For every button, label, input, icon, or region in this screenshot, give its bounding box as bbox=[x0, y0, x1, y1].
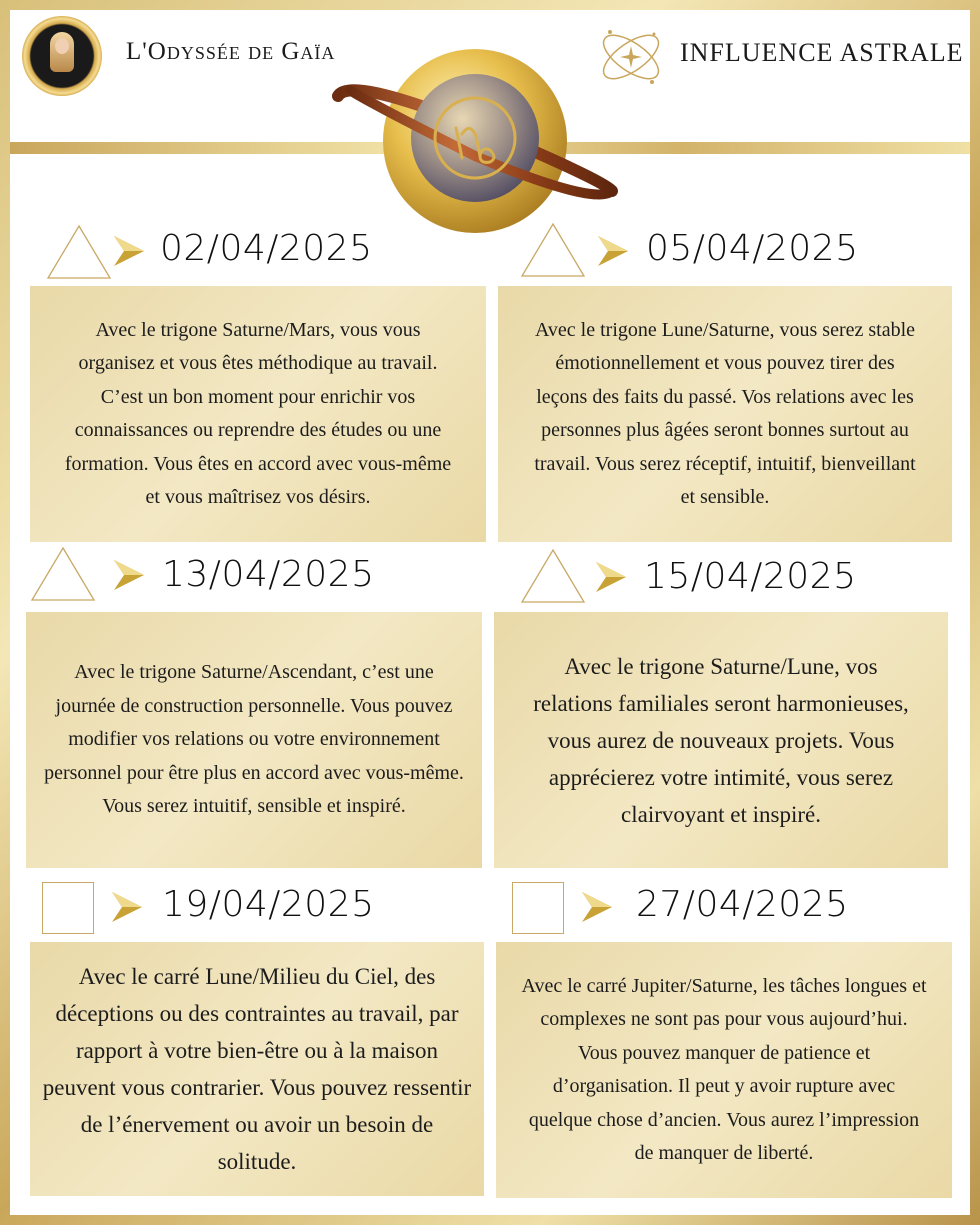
entry-date: 19/04/2025 bbox=[162, 884, 375, 925]
entry-date: 02/04/2025 bbox=[160, 228, 373, 269]
entry-box bbox=[26, 612, 482, 868]
chevron-right-icon bbox=[580, 890, 614, 924]
triangle-marker-icon bbox=[46, 224, 112, 280]
triangle-marker-icon bbox=[520, 222, 586, 278]
entry-text: Avec le carré Lune/Milieu du Ciel, des déceptions ou des contraintes au travail, par rapport à votre bien-être ou à la maison peuvent vous contrarier. Vous pouvez ressentir de l’énervement ou avoir un besoin de solitude. bbox=[42, 964, 472, 1174]
chevron-right-icon bbox=[112, 558, 146, 592]
square-marker-icon bbox=[512, 882, 564, 934]
entry-date: 27/04/2025 bbox=[636, 884, 849, 925]
entry-box bbox=[494, 612, 948, 868]
brand-right: INFLUENCE ASTRALE bbox=[680, 38, 964, 67]
entry-text: Avec le trigone Lune/Saturne, vous serez stable émotionnellement et vous pouvez tirer des leçons des faits du passé. Vos relations avec les personnes plus âgées seront bonnes surtout au travail. Vous serez réceptif, intuitif, bienveillant et sensible. bbox=[534, 318, 916, 508]
entry-date: 13/04/2025 bbox=[162, 554, 375, 595]
avatar-face bbox=[55, 38, 69, 54]
square-marker-icon bbox=[42, 882, 94, 934]
avatar bbox=[22, 16, 102, 96]
entry-text: Avec le trigone Saturne/Ascendant, c’est une journée de construction personnelle. Vous pouvez modifier vos relations ou votre environnement personnel pour être plus en accord avec vous-même. Vous serez intuitif, sensible et inspiré. bbox=[44, 661, 464, 818]
chevron-right-icon bbox=[112, 234, 146, 268]
triangle-marker-icon bbox=[520, 548, 586, 604]
entry-text: Avec le trigone Saturne/Mars, vous vous organisez et vous êtes méthodique au travail. C’est un bon moment pour enrichir vos connaissances ou reprendre des études ou une formation. Vous êtes en accord avec vous-même et vous maîtrisez vos désirs. bbox=[64, 318, 452, 508]
saturn-capricorn-icon bbox=[330, 46, 620, 236]
entry-box bbox=[30, 942, 484, 1196]
chevron-right-icon bbox=[596, 234, 630, 268]
entry-date: 05/04/2025 bbox=[646, 228, 859, 269]
triangle-marker-icon bbox=[30, 546, 96, 602]
entry-box bbox=[496, 942, 952, 1198]
entry-box bbox=[498, 286, 952, 542]
entry-text: Avec le carré Jupiter/Saturne, les tâches longues et complexes ne sont pas pour vous aujourd’hui. Vous pouvez manquer de patience et d’organisation. Il peut y avoir rupture avec quelque chose d’ancien. Vous aurez l’impression de manquer de liberté. bbox=[521, 974, 927, 1164]
brand-left: L'Odyssée de Gaïa bbox=[126, 38, 336, 65]
chevron-right-icon bbox=[110, 890, 144, 924]
chevron-right-icon bbox=[594, 560, 628, 594]
entry-box bbox=[30, 286, 486, 542]
entry-text: Avec le trigone Saturne/Lune, vos relations familiales seront harmonieuses, vous aurez de nouveaux projets. Vous apprécierez votre intimité, vous serez clairvoyant et inspiré. bbox=[533, 653, 909, 827]
entry-date: 15/04/2025 bbox=[644, 556, 857, 597]
